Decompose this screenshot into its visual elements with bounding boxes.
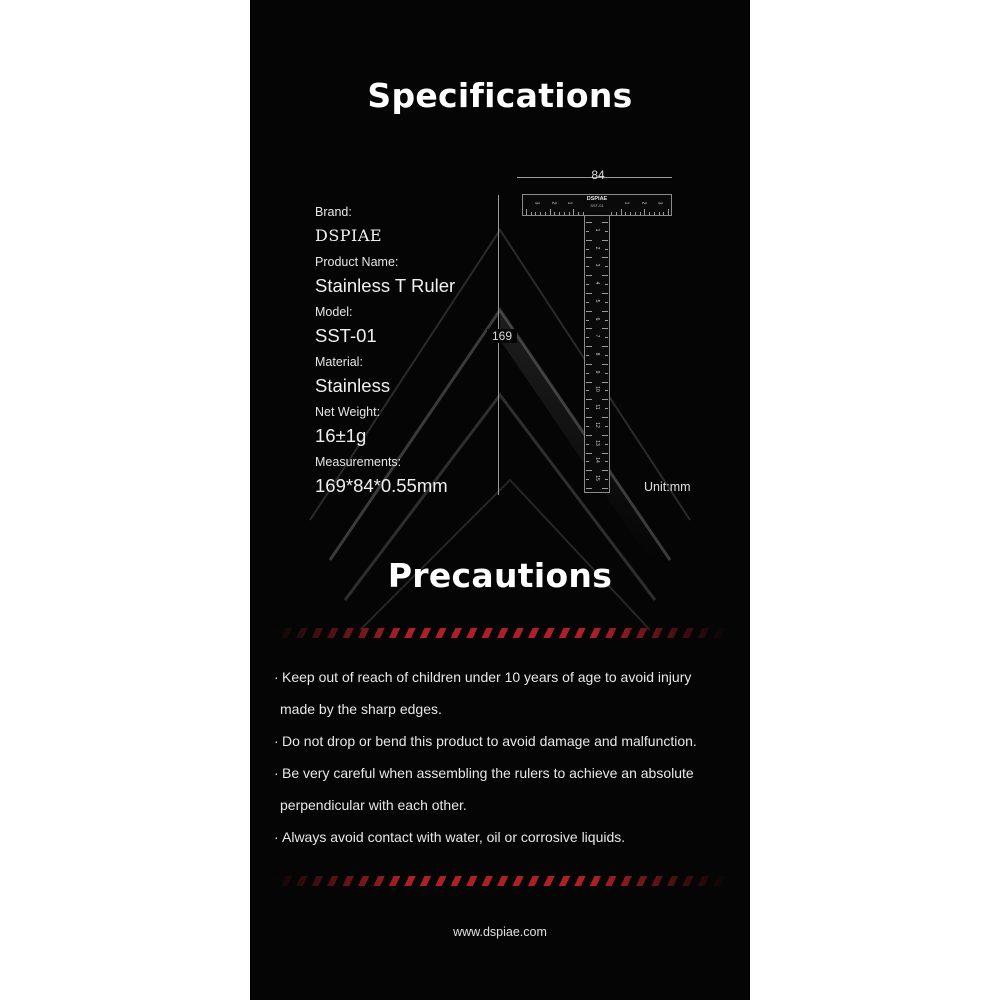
ruler-tick xyxy=(586,470,592,471)
ruler-tick xyxy=(602,470,608,471)
precautions-list xyxy=(274,661,744,853)
ruler-tick xyxy=(586,346,592,347)
width-dimension-label: 84 xyxy=(591,168,605,182)
product-panel xyxy=(250,0,750,1000)
ruler-tick xyxy=(602,311,608,312)
ruler-tick xyxy=(605,355,608,356)
ruler-tick xyxy=(586,408,589,409)
ruler-tick xyxy=(640,212,641,215)
ruler-tick xyxy=(586,293,592,294)
precaution-item: · Always avoid contact with water, oil or corrosive liquids. xyxy=(274,829,626,845)
ruler-tick xyxy=(586,337,589,338)
spec-list xyxy=(315,203,515,503)
ruler-tick xyxy=(586,284,589,285)
ruler-tick xyxy=(605,231,608,232)
ruler-tick xyxy=(586,453,592,454)
ruler-tick xyxy=(586,488,592,489)
spec-measurements xyxy=(315,453,515,503)
ruler-tick xyxy=(550,209,551,215)
ruler-tick xyxy=(540,212,541,215)
ruler-tick xyxy=(605,337,608,338)
ruler-tick xyxy=(586,444,589,445)
ruler-tick xyxy=(605,408,608,409)
ruler-tick xyxy=(621,209,622,215)
ruler-tick xyxy=(668,209,669,215)
ruler-tick xyxy=(583,212,584,215)
ruler-tick xyxy=(602,488,608,489)
ruler-number: 3 xyxy=(594,263,600,267)
ruler-tick xyxy=(586,364,592,365)
spec-value: 169*84*0.55mm xyxy=(315,475,448,496)
ruler-tick xyxy=(605,284,608,285)
ruler-number: 4 xyxy=(594,281,600,285)
ruler-tick xyxy=(605,373,608,374)
ruler-tick xyxy=(586,257,592,258)
ruler-tick xyxy=(586,461,589,462)
ruler-tick xyxy=(586,302,589,303)
spec-net-weight xyxy=(315,403,515,453)
ruler-number: 10 xyxy=(594,386,600,393)
ruler-number: 15 xyxy=(594,475,600,481)
ruler-model-label: SST-01 xyxy=(590,203,604,208)
ruler-number: 1 xyxy=(566,201,573,205)
ruler-tick xyxy=(605,390,608,391)
ruler-tick xyxy=(586,266,589,267)
ruler-number: 3 xyxy=(656,201,663,205)
ruler-number: 14 xyxy=(594,457,600,464)
website-link[interactable]: www.dspiae.com xyxy=(453,925,547,939)
ruler-tick xyxy=(602,453,608,454)
ruler-number: 5 xyxy=(594,299,600,303)
ruler-tick xyxy=(569,212,570,215)
ruler-tick xyxy=(616,212,617,215)
precaution-item: · Be very careful when assembling the rulers to achieve an absolute perpendicular with each other. xyxy=(274,765,694,813)
spec-value: Stainless T Ruler xyxy=(315,275,456,296)
ruler-tick xyxy=(578,212,579,215)
spec-material xyxy=(315,353,515,403)
ruler-tick xyxy=(602,275,608,276)
ruler-tick xyxy=(586,479,589,480)
spec-product-name xyxy=(315,253,515,303)
ruler-tick xyxy=(602,293,608,294)
ruler-number: 7 xyxy=(594,334,600,338)
ruler-number: 2 xyxy=(640,201,647,205)
ruler-tick xyxy=(605,249,608,250)
ruler-tick xyxy=(586,355,589,356)
ruler-tick xyxy=(586,275,592,276)
ruler-tick xyxy=(586,373,589,374)
ruler-tick xyxy=(649,212,650,215)
ruler-tick xyxy=(605,444,608,445)
ruler-number: 6 xyxy=(594,317,600,320)
ruler-tick xyxy=(535,212,536,215)
spec-label: Material: xyxy=(315,355,363,369)
ruler-number: 3 xyxy=(533,201,540,205)
spec-value: 16±1g xyxy=(315,425,367,446)
ruler-tick xyxy=(611,212,612,215)
ruler-tick xyxy=(545,212,546,215)
ruler-tick xyxy=(630,212,631,215)
ruler-tick xyxy=(586,426,589,427)
ruler-tick xyxy=(602,257,608,258)
spec-label: Brand: xyxy=(315,205,352,219)
unit-label: Unit:mm xyxy=(644,480,691,494)
spec-label: Product Name: xyxy=(315,255,399,269)
ruler-tick xyxy=(586,222,592,223)
ruler-tick xyxy=(586,311,592,312)
ruler-tick xyxy=(559,212,560,215)
precautions-title: Precautions xyxy=(387,556,613,595)
ruler-tick xyxy=(586,417,592,418)
ruler-tick xyxy=(586,435,592,436)
ruler-tick xyxy=(602,435,608,436)
spec-label: Measurements: xyxy=(315,455,402,469)
ruler-number: 11 xyxy=(594,404,600,410)
ruler-tick xyxy=(625,212,626,215)
ruler-tick xyxy=(586,231,589,232)
precaution-item: · Keep out of reach of children under 10 years of age to avoid injury made by the sharp edges. xyxy=(274,669,692,717)
height-dimension-label: 169 xyxy=(487,329,517,343)
ruler-tick xyxy=(586,382,592,383)
ruler-number: 13 xyxy=(594,439,600,446)
ruler-tick xyxy=(554,212,555,215)
ruler-tick xyxy=(602,364,608,365)
spec-value: DSPIAE xyxy=(315,226,383,245)
ruler-tick xyxy=(605,266,608,267)
spec-label: Net Weight: xyxy=(315,405,381,419)
ruler-tick xyxy=(605,461,608,462)
ruler-tick xyxy=(586,249,589,250)
hazard-stripe-bottom xyxy=(270,876,730,886)
spec-brand xyxy=(315,203,515,253)
ruler-tick xyxy=(605,302,608,303)
ruler-tick xyxy=(602,382,608,383)
ruler-number: 1 xyxy=(594,228,600,232)
ruler-tick xyxy=(586,240,592,241)
ruler-tick xyxy=(602,328,608,329)
spec-label: Model: xyxy=(315,305,353,319)
ruler-tick xyxy=(602,240,608,241)
ruler-tick xyxy=(602,417,608,418)
ruler-tick xyxy=(573,209,574,215)
spec-model xyxy=(315,303,515,353)
ruler-tick xyxy=(586,399,592,400)
hazard-stripe-top xyxy=(270,628,730,638)
ruler-tick xyxy=(605,320,608,321)
spec-value: Stainless xyxy=(315,375,391,396)
ruler-tick xyxy=(586,320,589,321)
ruler-tick xyxy=(644,209,645,215)
precaution-item: · Do not drop or bend this product to avoid damage and malfunction. xyxy=(274,733,697,749)
ruler-tick xyxy=(586,328,592,329)
spec-value: SST-01 xyxy=(315,325,377,346)
ruler-number: 1 xyxy=(623,201,630,205)
ruler-number: 2 xyxy=(594,246,600,249)
ruler-tick xyxy=(526,209,527,215)
ruler-number: 2 xyxy=(550,201,557,205)
ruler-tick xyxy=(663,212,664,215)
ruler-tick xyxy=(531,212,532,215)
specifications-title: Specifications xyxy=(367,76,633,115)
ruler-tick xyxy=(635,212,636,215)
ruler-tick xyxy=(602,399,608,400)
ruler-tick xyxy=(564,212,565,215)
ruler-tick xyxy=(586,390,589,391)
ruler-tick xyxy=(605,426,608,427)
ruler-number: 9 xyxy=(594,370,600,374)
ruler-tick xyxy=(654,212,655,215)
ruler-number: 12 xyxy=(594,422,600,428)
height-dimension-line xyxy=(498,195,499,495)
ruler-number: 8 xyxy=(594,352,600,356)
ruler-tick xyxy=(602,346,608,347)
ruler-tick xyxy=(602,222,608,223)
ruler-tick xyxy=(605,479,608,480)
ruler-logo: DSPIAE xyxy=(586,196,608,202)
ruler-tick xyxy=(659,212,660,215)
